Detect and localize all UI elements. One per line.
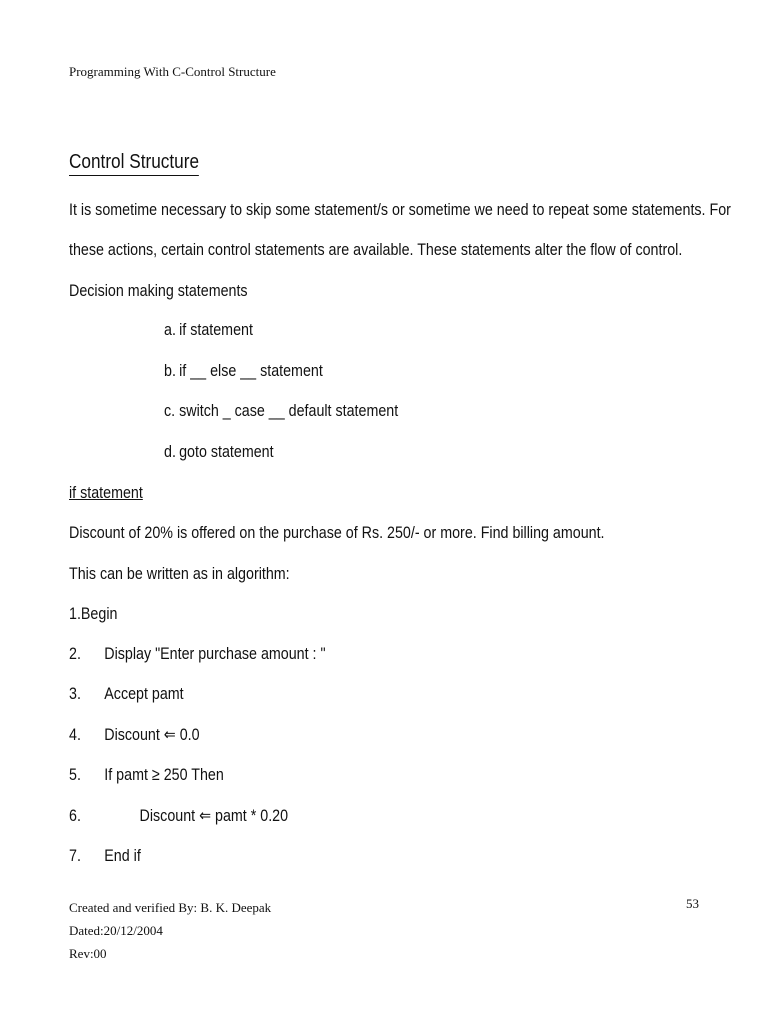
decision-making-heading: Decision making statements bbox=[69, 281, 248, 300]
author-credit: Created and verified By: B. K. Deepak bbox=[69, 900, 272, 915]
list-marker: c. bbox=[164, 401, 176, 420]
algorithm-step bbox=[69, 644, 326, 664]
page-number: 53 bbox=[686, 896, 699, 911]
date-line: Dated:20/12/2004 bbox=[69, 923, 163, 938]
algorithm-step bbox=[69, 725, 200, 745]
step-text: Accept pamt bbox=[104, 684, 184, 703]
algorithm-step bbox=[69, 684, 184, 704]
algorithm-step bbox=[69, 806, 288, 826]
step-text: Display "Enter purchase amount : " bbox=[104, 644, 326, 663]
if-statement-heading: if statement bbox=[69, 483, 143, 502]
list-item bbox=[164, 320, 253, 340]
algorithm-step bbox=[69, 846, 141, 866]
intro-line-1: It is sometime necessary to skip some statement/s or sometime we need to repeat some statements. For bbox=[69, 200, 731, 219]
revision-line: Rev:00 bbox=[69, 946, 107, 961]
step-number: 4. bbox=[69, 725, 81, 744]
algorithm-step bbox=[69, 765, 224, 785]
running-header: Programming With C-Control Structure bbox=[69, 64, 276, 79]
step-number: 7. bbox=[69, 846, 81, 865]
list-item-text: switch _ case __ default statement bbox=[179, 401, 399, 420]
problem-statement: Discount of 20% is offered on the purchase of Rs. 250/- or more. Find billing amount. bbox=[69, 523, 605, 542]
section-title: Control Structure bbox=[69, 151, 199, 176]
intro-line-2: these actions, certain control statements are available. These statements alter the flow of control. bbox=[69, 240, 683, 259]
footer-credit bbox=[69, 896, 271, 965]
list-marker: d. bbox=[164, 442, 176, 461]
list-item bbox=[164, 361, 323, 381]
algorithm-intro: This can be written as in algorithm: bbox=[69, 564, 290, 583]
step-number: 2. bbox=[69, 644, 81, 663]
list-item bbox=[164, 401, 398, 421]
list-item-text: if __ else __ statement bbox=[179, 361, 323, 380]
step-text: If pamt ≥ 250 Then bbox=[104, 765, 224, 784]
step-text: Discount ⇐ 0.0 bbox=[104, 725, 200, 744]
list-marker: a. bbox=[164, 320, 176, 339]
algorithm-step: 1.Begin bbox=[69, 604, 118, 623]
step-text: End if bbox=[104, 846, 141, 865]
list-item-text: goto statement bbox=[179, 442, 274, 461]
step-number: 5. bbox=[69, 765, 81, 784]
list-item bbox=[164, 442, 274, 462]
step-number: 6. bbox=[69, 806, 81, 825]
list-item-text: if statement bbox=[179, 320, 253, 339]
list-marker: b. bbox=[164, 361, 176, 380]
step-number: 3. bbox=[69, 684, 81, 703]
step-text: Discount ⇐ pamt * 0.20 bbox=[139, 806, 289, 825]
